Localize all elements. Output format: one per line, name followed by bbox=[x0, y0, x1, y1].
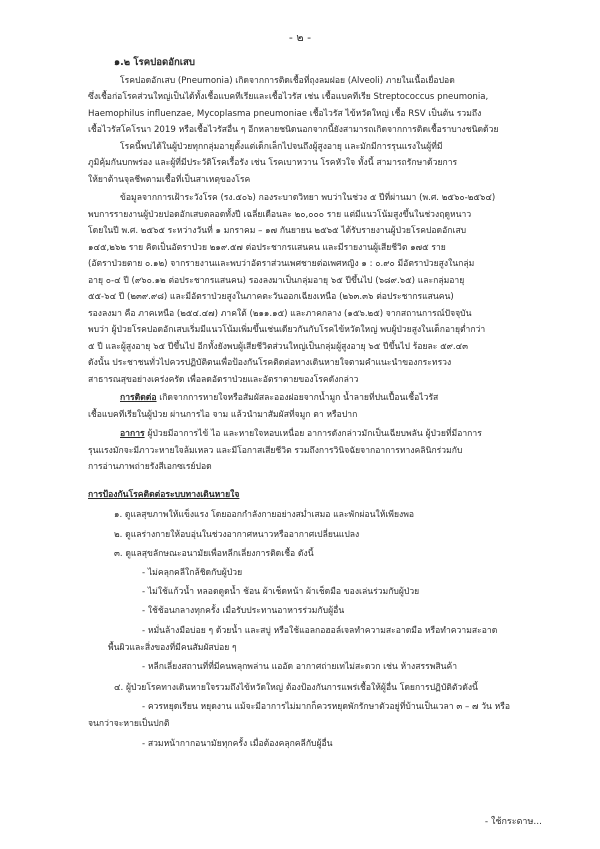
stats-line: ๕ ปี และผู้สูงอายุ ๖๕ ปีขึ้นไป อีกทั้งยังพบผู้เสียชีวิตส่วนใหญ่เป็นกลุ่มผู้สูงอายุ ๖๕ ปีขึ้นไป ร้อยละ ๕๙.๔๓ bbox=[88, 342, 469, 352]
intro-line: ให้ยาต้านจุลชีพตามเชื้อที่เป็นสาเหตุของโรค bbox=[88, 175, 251, 185]
prevention-subitem: - ไม่คลุกคลีใกล้ชิดกับผู้ป่วย bbox=[142, 568, 243, 578]
symptoms-line: การอ่านภาพถ่ายรังสีเอกซเรย์ปอด bbox=[88, 462, 212, 472]
symptoms-text: ผู้ป่วยมีอาการไข้ ไอ และหายใจหอบเหนื่อย อาการดังกล่าวมักเป็นเฉียบพลัน ผู้ป่วยที่มีอาการ bbox=[144, 429, 482, 439]
intro-line: ซึ่งเชื้อก่อโรคส่วนใหญ่เป็นได้ทั้งเชื้อแบคทีเรียและเชื้อไวรัส เช่น เชื้อแบคทีเรีย Streptococcus pneumonia, bbox=[88, 92, 489, 102]
intro-line: Haemophilus influenzae, Mycoplasma pneumoniae เชื้อไวรัส ไข้หวัดใหญ่ เชื้อ RSV เป็นต้น รวมถึง bbox=[88, 109, 482, 119]
prevention-subitem: - สวมหน้ากากอนามัยทุกครั้ง เมื่อต้องคลุกคลีกับผู้อื่น bbox=[142, 739, 333, 749]
symptoms-line: รุนแรงมักจะมีภาวะหายใจล้มเหลว และมีโอกาสเสียชีวิต รวมถึงการวินิจฉัยจากอาการทางคลินิกร่วมกับ bbox=[88, 446, 463, 456]
prevention-subitem: - หลีกเลี่ยงสถานที่ที่มีคนพลุกพล่าน แออัด อากาศถ่ายเทไม่สะดวก เช่น ห้างสรรพสินค้า bbox=[142, 662, 458, 672]
symptoms-paragraph bbox=[120, 429, 482, 440]
prevention-subitem: - หมั่นล้างมือบ่อย ๆ ด้วยน้ำ และสบู่ หรือใช้แอลกอฮอล์เจลทำความสะอาดมือ หรือทำความสะอาด bbox=[142, 626, 498, 636]
stats-line: รองลงมา คือ ภาคเหนือ (๒๕๔.๔๗) ภาคใต้ (๒๑๑.๑๕) และภาคกลาง (๑๕๖.๒๕) จากสถานการณ์ปัจจุบัน bbox=[88, 309, 472, 319]
prevention-subitem-cont: จนกว่าจะหายเป็นปกติ bbox=[88, 719, 170, 729]
prevention-subitem-cont: พื้นผิวและสิ่งของที่มีคนสัมผัสบ่อย ๆ bbox=[108, 643, 237, 653]
section-heading: ๑.๒ โรคปอดอักเสบ bbox=[114, 57, 195, 68]
symptoms-label: อาการ bbox=[120, 429, 145, 439]
intro-line: ภูมิคุ้มกันบกพร่อง และผู้ที่มีประวัติโรคเรื้อรัง เช่น โรคเบาหวาน โรคหัวใจ ทั้งนี้ สามารถรักษาด้วยการ bbox=[88, 158, 458, 168]
stats-line: ๑๔๕,๒๖๒ ราย คิดเป็นอัตราป่วย ๒๑๙.๕๗ ต่อประชากรแสนคน และมีรายงานผู้เสียชีวิต ๑๗๕ ราย bbox=[88, 243, 446, 253]
transmission-paragraph bbox=[120, 393, 438, 404]
stats-line: ๕๕-๖๔ ปี (๒๓๙.๙๘) และมีอัตราป่วยสูงในภาคตะวันออกเฉียงเหนือ (๒๖๓.๓๖ ต่อประชากรแสนคน) bbox=[88, 292, 454, 302]
intro-line: เชื้อไวรัสโคโรนา 2019 หรือเชื้อไวรัสอื่น ๆ อีกหลายชนิดนอกจากนี้ยังสามารถเกิดจากการติดเชื้อราบางชนิดด้วย bbox=[88, 125, 499, 135]
page-number: - ๒ - bbox=[288, 31, 312, 44]
stats-line: โดยในปี พ.ศ. ๒๕๖๕ ระหว่างวันที่ ๑ มกราคม – ๑๗ กันยายน ๒๕๖๕ ได้รับรายงานผู้ป่วยโรคปอดอักเสบ bbox=[88, 226, 467, 236]
stats-line: (อัตราป่วยตาย ๐.๑๒) จากรายงานและพบว่าอัตราส่วนเพศชายต่อเพศหญิง ๑ : ๐.๙๐ มีอัตราป่วยสูงในกลุ่ม bbox=[88, 259, 475, 269]
stats-line: ดังนั้น ประชาชนทั่วไปควรปฏิบัติตนเพื่อป้องกันโรคติดต่อทางเดินหายใจตามคำแนะนำของกระทรวง bbox=[88, 358, 452, 368]
prevention-heading: การป้องกันโรคติดต่อระบบทางเดินหายใจ bbox=[88, 490, 240, 500]
prevention-item: ๔. ผู้ป่วยโรคทางเดินหายใจรวมถึงไข้หวัดใหญ่ ต้องป้องกันการแพร่เชื้อให้ผู้อื่น โดยการปฏิบัติตัวดังนี้ bbox=[114, 683, 478, 693]
prevention-item: ๓. ดูแลสุขลักษณะอนามัยเพื่อหลีกเลี่ยงการติดเชื้อ ดังนี้ bbox=[114, 549, 314, 559]
stats-line: พบว่า ผู้ป่วยโรคปอดอักเสบเริ่มมีแนวโน้มเพิ่มขึ้นเช่นเดียวกันกับโรคไข้หวัดใหญ่ พบผู้ป่วยสูงในเด็กอายุต่ำกว่า bbox=[88, 325, 486, 335]
intro-line: โรคนี้พบได้ในผู้ป่วยทุกกลุ่มอายุตั้งแต่เด็กเล็กไปจนถึงผู้สูงอายุ และมักมีการรุนแรงในผู้ที่มี bbox=[120, 142, 443, 152]
prevention-subitem: - ใช้ช้อนกลางทุกครั้ง เมื่อรับประทานอาหารร่วมกับผู้อื่น bbox=[142, 606, 345, 616]
stats-line: อายุ ๐-๔ ปี (๙๖๐.๑๒ ต่อประชากรแสนคน) รองลงมาเป็นกลุ่มอายุ ๖๕ ปีขึ้นไป (๖๘๙.๖๕) และกลุ่มอายุ bbox=[88, 276, 465, 286]
transmission-text: เกิดจากการหายใจหรือสัมผัสละอองฝอยจากน้ำมูก น้ำลายที่ปนเปื้อนเชื้อไวรัส bbox=[156, 393, 439, 403]
continuation-note: - ใช้กระดาษ... bbox=[484, 817, 542, 827]
transmission-label: การติดต่อ bbox=[120, 393, 157, 403]
stats-line: ข้อมูลจากการเฝ้าระวังโรค (รง.๕๐๖) กองระบาดวิทยา พบว่าในช่วง ๕ ปีที่ผ่านมา (พ.ศ. ๒๕๖๐-๒๕๖๔) bbox=[120, 193, 496, 203]
intro-line: โรคปอดอักเสบ (Pneumonia) เกิดจากการติดเชื้อที่ถุงลมฝอย (Alveoli) ภายในเนื้อเยื่อปอด bbox=[120, 76, 455, 86]
stats-line: สาธารณสุขอย่างเคร่งครัด เพื่อลดอัตราป่วยและอัตราตายของโรคดังกล่าว bbox=[88, 375, 359, 385]
prevention-item: ๑. ดูแลสุขภาพให้แข็งแรง โดยออกกำลังกายอย่างสม่ำเสมอ และพักผ่อนให้เพียงพอ bbox=[114, 510, 415, 520]
transmission-line: เชื้อแบคทีเรียในผู้ป่วย ผ่านการไอ จาม แล้วนำมาสัมผัสที่จมูก ตา หรือปาก bbox=[88, 410, 358, 420]
prevention-subitem: - ไม่ใช้แก้วน้ำ หลอดดูดน้ำ ช้อน ผ้าเช็ดหน้า ผ้าเช็ดมือ ของเล่นร่วมกับผู้ป่วย bbox=[142, 587, 420, 597]
stats-line: พบการรายงานผู้ป่วยปอดอักเสบตลอดทั้งปี เฉลี่ยเดือนละ ๒๐,๐๐๐ ราย แต่มีแนวโน้มสูงขึ้นในช่วงฤดูหนาว bbox=[88, 210, 472, 220]
prevention-subitem: - ควรหยุดเรียน หยุดงาน แม้จะมีอาการไม่มากก็ควรหยุดพักรักษาตัวอยู่ที่บ้านเป็นเวลา ๓ – ๗ วัน หรือ bbox=[142, 702, 511, 712]
prevention-item: ๒. ดูแลร่างกายให้อบอุ่นในช่วงอากาศหนาวหรืออากาศเปลี่ยนแปลง bbox=[114, 530, 360, 540]
